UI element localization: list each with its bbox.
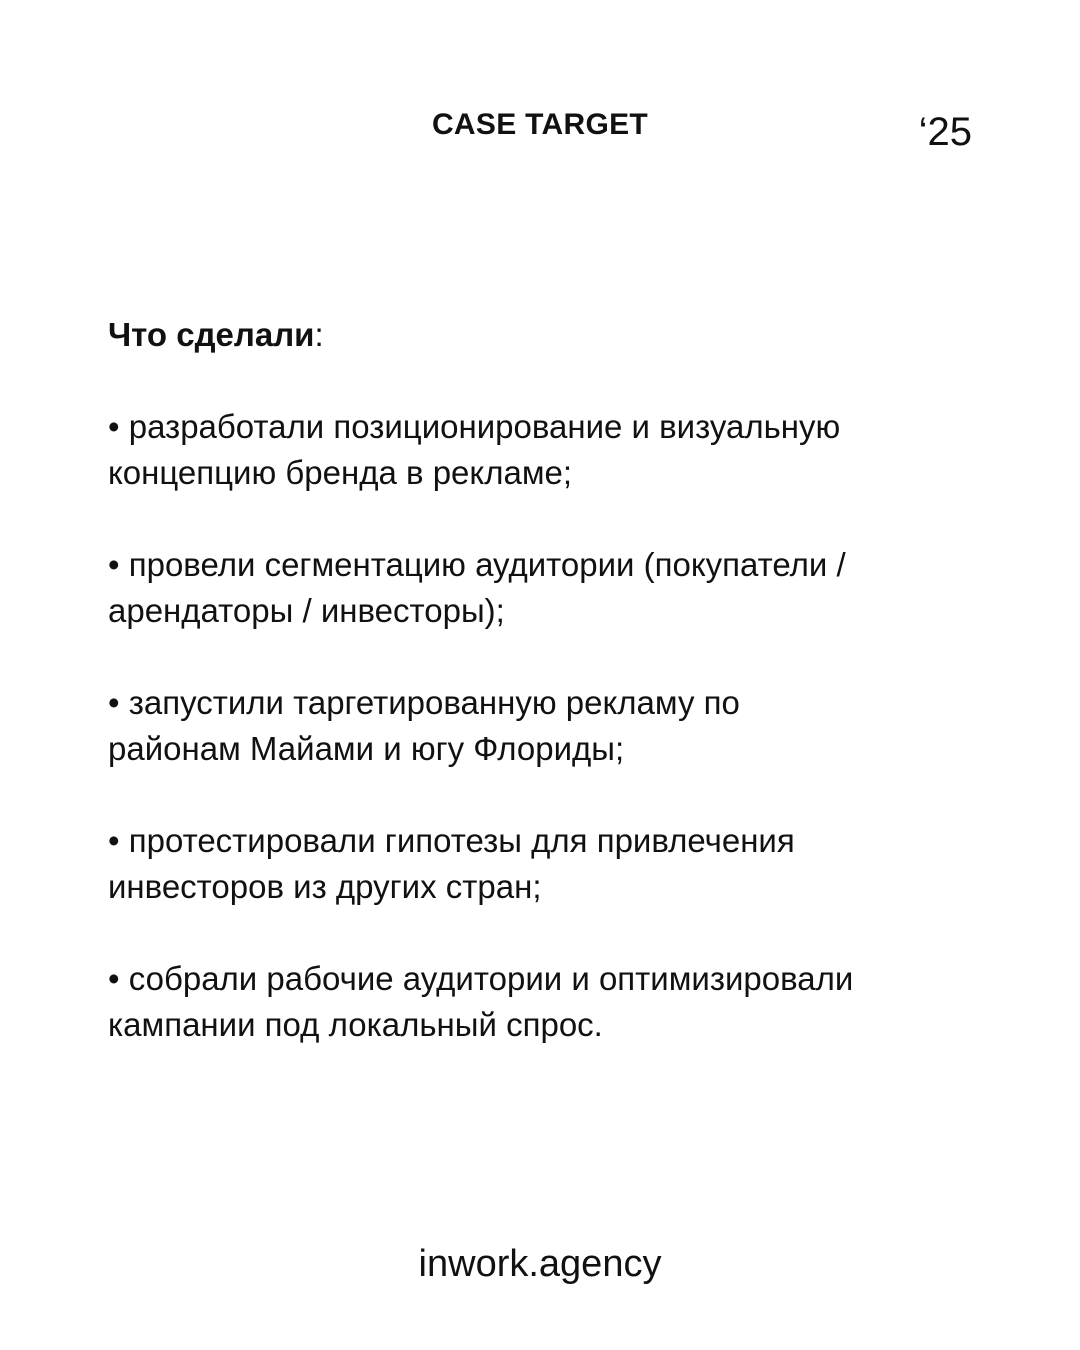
work-list	[108, 404, 978, 1048]
section-heading-colon: :	[314, 316, 324, 353]
year-label: ‘25	[918, 110, 972, 154]
list-item: • протестировали гипотезы для привлечения инвесторов из других стран;	[108, 822, 795, 905]
list-item: • разработали позиционирование и визуальную концепцию бренда в рекламе;	[108, 408, 841, 491]
list-item: • запустили таргетированную рекламу по районам Майами и югу Флориды;	[108, 684, 740, 767]
list-item: • провели сегментацию аудитории (покупатели / арендаторы / инвесторы);	[108, 546, 846, 629]
agency-website: inwork.agency	[418, 1243, 662, 1285]
section-heading-text: Что сделали	[108, 316, 315, 353]
section-heading	[108, 312, 978, 358]
main-content	[108, 312, 978, 1048]
list-item: • собрали рабочие аудитории и оптимизировали кампании под локальный спрос.	[108, 960, 854, 1043]
case-title: CASE TARGET	[431, 108, 649, 141]
